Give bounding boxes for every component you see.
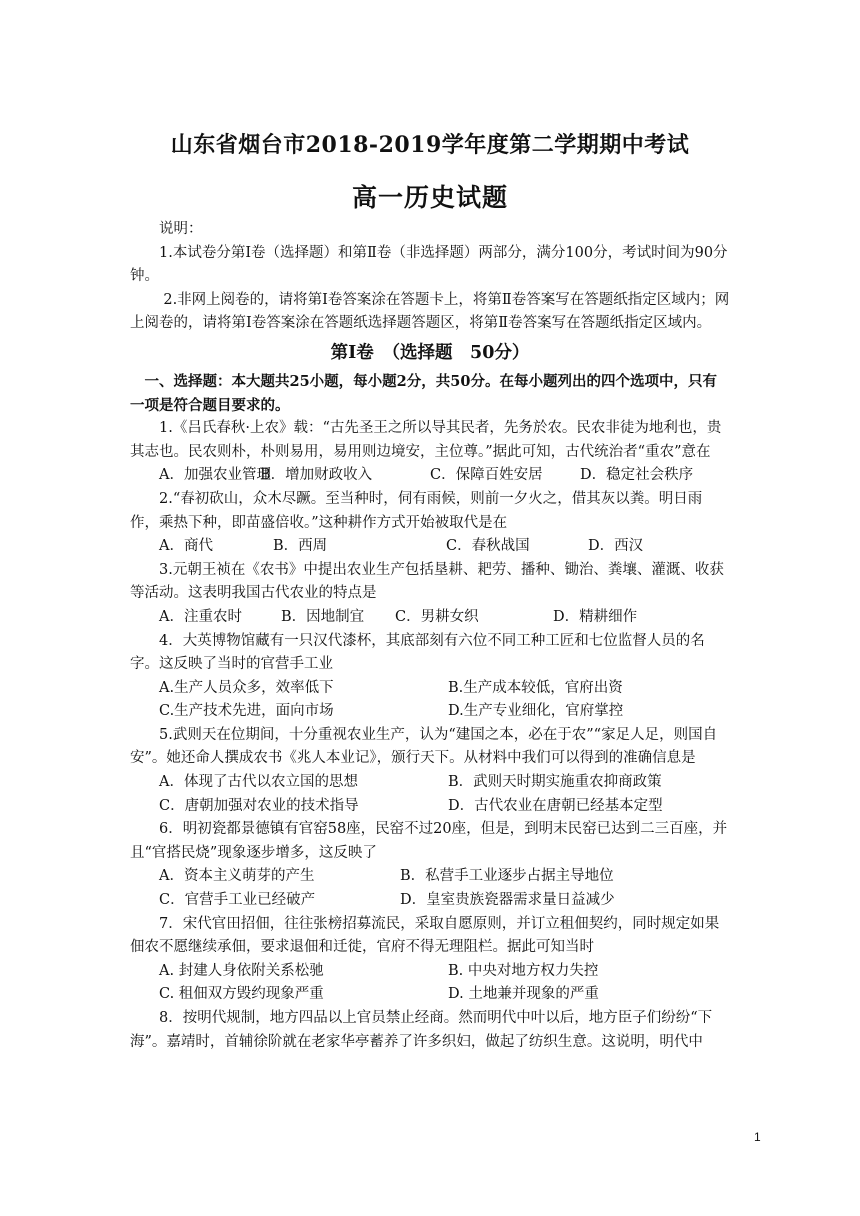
question-stem: 5.武则天在位期间，十分重视农业生产，认为“建国之本，必在于农”“家足人足，则国自安”。她还命人撰成农书《兆人本业记》，颁行天下。从材料中我们可以得到的准确信息是 [130,726,718,767]
question-stem: 4．大英博物馆藏有一只汉代漆杯，其底部刻有六位不同工种工匠和七位监督人员的名字。这反映了当时的官营手工业 [130,632,705,673]
option-a: A．体现了古代以农立国的思想 [159,774,358,791]
option-c: C.生产技术先进，面向市场 [159,703,334,720]
option-d: D．西汉 [588,538,644,555]
question-options [130,889,730,913]
question-stem: 8．按明代规制，地方四品以上官员禁止经商。然而明代中叶以后，地方臣子们纷纷“下海”。嘉靖时，首辅徐阶就在老家华亭蓄养了许多织妇，做起了纺织生意。这说明，明代中 [130,1010,713,1050]
option-c: C．男耕女织 [395,608,479,625]
option-a: A．资本主义萌芽的产生 [159,868,315,885]
notes-label: 说明： [159,221,203,237]
option-c: C. 租佃双方毁约现象严重 [159,986,324,1003]
notes-item-1: 1.本试卷分第Ⅰ卷（选择题）和第Ⅱ卷（非选择题）两部分，满分100分，考试时间为90分钟。 [130,244,728,285]
option-c: C．保障百姓安居 [430,467,543,484]
section-instruction: 一、选择题：本大题共25小题，每小题2分，共50分。在每小题列出的四个选项中，只有一项是符合题目要求的。 [130,372,717,414]
question-stem: 2.“春初砍山，众木尽蹶。至当种时，伺有雨候，则前一夕火之，借其灰以粪。明日雨作，乘热下种，即苗盛倍收。”这种耕作方式开始被取代是在 [130,490,703,531]
option-c: C．唐朝加强对农业的技术指导 [159,797,359,814]
option-a: A．加强农业管理 [159,467,271,484]
question-options [130,771,730,795]
option-a: A．注重农时 [159,608,242,625]
option-a: A. 封建人身依附关系松驰 [159,962,324,979]
notes-item-2: 2.非网上阅卷的，请将第Ⅰ卷答案涂在答题卡上，将第Ⅱ卷答案写在答题纸指定区域内；网上阅卷的，请将第Ⅰ卷答案涂在答题纸选择题答题区，将第Ⅱ卷答案写在答题纸指定区域内。 [130,291,730,332]
option-a: A.生产人员众多，效率低下 [159,679,334,696]
question-options [130,535,730,559]
question-stem: 1.《吕氏春秋·上农》载：“古先圣王之所以导其民者，先务於农。民农非徒为地利也，贵其志也。民农则朴，朴则易用，易用则边境安，主位尊。”据此可知，古代统治者“重农”意在 [130,420,722,460]
page-number: 1 [754,1130,761,1144]
option-d: D．稳定社会秩序 [580,467,694,484]
option-d: D．古代农业在唐朝已经基本定型 [448,797,663,814]
exam-content [130,218,730,1054]
question-options [130,677,730,701]
option-d: D. 土地兼并现象的严重 [448,986,599,1003]
question-options [130,983,730,1007]
option-b: B．武则天时期实施重农抑商政策 [448,774,662,791]
option-b: B．增加财政收入 [260,467,373,484]
option-b: B．私营手工业逐步占据主导地位 [400,868,614,885]
option-d: D．精耕细作 [553,608,638,625]
question-options [130,700,730,724]
option-d: D．皇室贵族瓷器需求量日益减少 [400,892,615,909]
question-options [130,795,730,819]
question-stem: 3.元朝王祯在《农书》中提出农业生产包括垦耕、耙劳、播种、锄治、粪壤、灌溉、收获等活动。这表明我国古代农业的特点是 [130,561,724,602]
question-options [130,960,730,984]
option-d: D.生产专业细化，官府掌控 [448,703,624,720]
exam-title: 山东省烟台市2018-2019学年度第二学期期中考试 [170,132,690,158]
exam-subtitle: 高一历史试题 [351,183,508,212]
option-b: B．因地制宜 [281,608,365,625]
question-options [130,464,730,488]
option-a: A．商代 [159,538,213,555]
option-c: C．官营手工业已经破产 [159,892,316,909]
option-b: B．西周 [273,538,328,555]
question-stem: 7．宋代官田招佃，往往张榜招募流民，采取自愿原则，并订立租佃契约，同时规定如果佃农不愿继续承佃，要求退佃和迁徙，官府不得无理阻栏。据此可知当时 [130,915,720,956]
option-b: B.生产成本较低，官府出资 [448,679,623,696]
option-c: C．春秋战国 [446,538,530,555]
question-stem: 6．明初瓷都景德镇有官窑58座，民窑不过20座，但是，到明末民窑已达到二三百座，并且“官搭民烧”现象逐步增多，这反映了 [130,821,728,861]
section-title: 第Ⅰ卷 （选择题 50分） [330,342,530,363]
option-b: B. 中央对地方权力失控 [448,962,599,979]
question-options [130,865,730,889]
question-options [130,606,730,630]
